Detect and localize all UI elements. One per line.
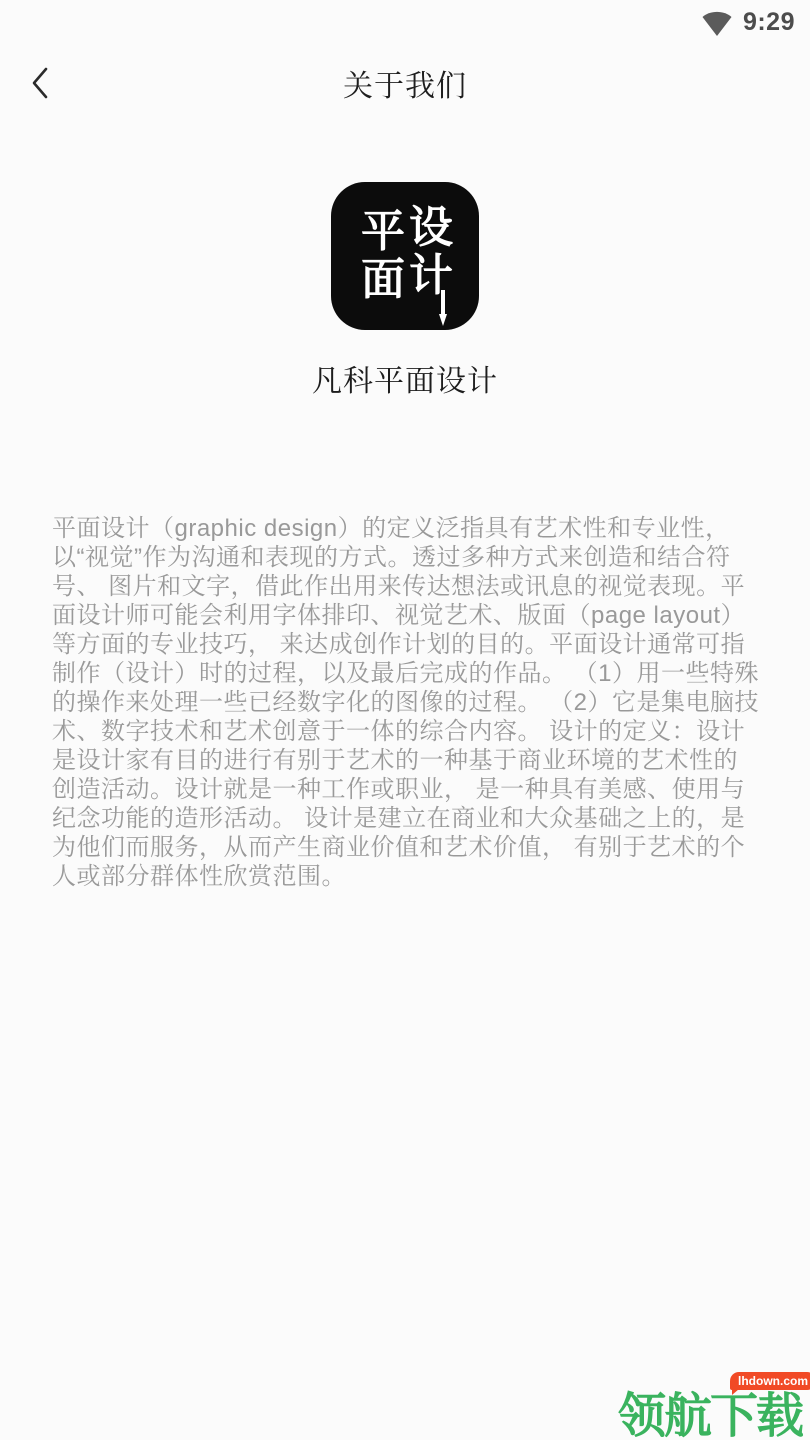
app-block [0, 182, 810, 400]
logo-char-she: 设 [409, 203, 453, 252]
about-description: 平面设计（graphic design）的定义泛指具有艺术性和专业性，以“视觉”作为沟通和表现的方式。透过多种方式来创造和结合符号、 图片和文字，借此作出用来传达想法或讯息的视觉表现。平面设计师可能会利用字体排印、视觉艺术、版面（page layout）等方面的专业技巧， 来达成创作计划的目的。平面设计通常可指制作（设计）时的过程，以及最后完成的作品。 （1）用一些特殊的操作来处理一些已经数字化的图像的过程。 （2）它是集电脑技术、数字技术和艺术创意于一体的综合内容。 设计的定义：设计是设计家有目的进行有别于艺术的一种基于商业环境的艺术性的创造活动。设计就是一种工作或职业， 是一种具有美感、使用与纪念功能的造形活动。 设计是建立在商业和大众基础之上的，是为他们而服务，从而产生商业价值和艺术价值， 有别于艺术的个人或部分群体性欣赏范围。 [52, 515, 760, 890]
logo-char-ping: 平 [361, 207, 405, 256]
back-button[interactable] [18, 61, 62, 105]
header [0, 45, 810, 120]
page-title: 关于我们 [343, 69, 467, 103]
status-time: 9:29 [742, 8, 795, 36]
chevron-left-icon [30, 66, 50, 100]
watermark-text: 领航下载 [618, 1390, 803, 1440]
status-bar [0, 0, 810, 45]
app-logo [331, 182, 479, 330]
app-logo-monogram [331, 182, 479, 330]
logo-char-mian: 面 [361, 255, 405, 304]
wifi-icon [701, 9, 733, 37]
watermark [618, 1374, 810, 1440]
logo-char-ji: 计 [409, 251, 453, 300]
logo-needle-tip [439, 314, 447, 326]
app-name: 凡科平面设计 [312, 365, 498, 398]
watermark-badge: lhdown.com [730, 1372, 810, 1390]
